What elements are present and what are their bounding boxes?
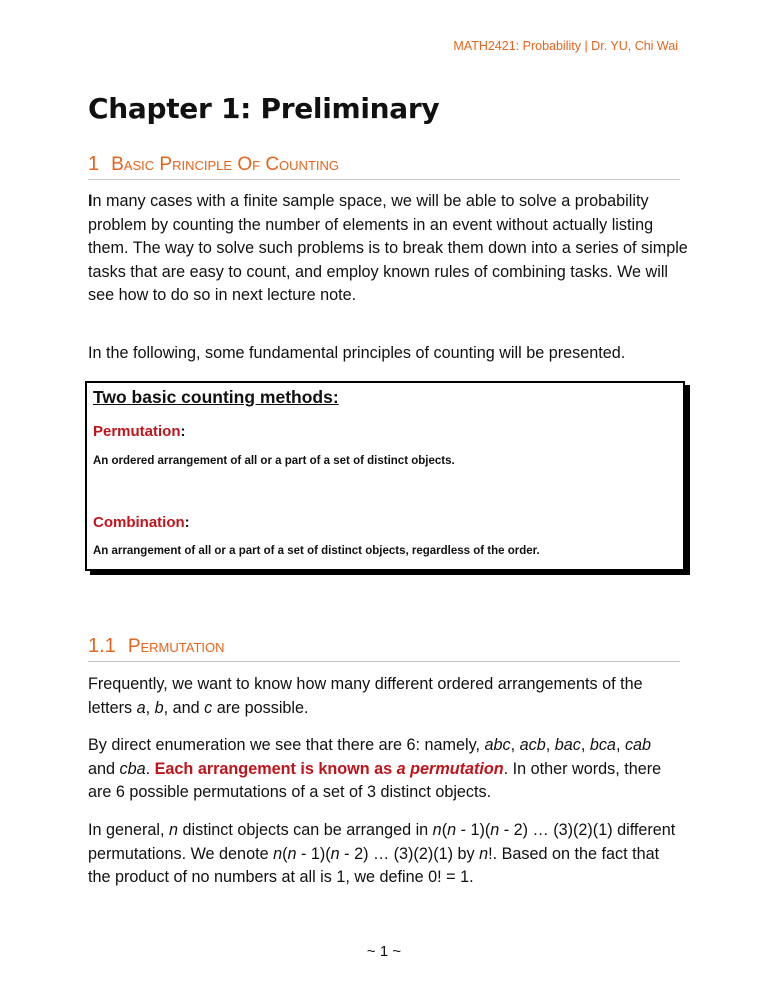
factorial-paragraph: In general, n distinct objects can be arranged in n(n - 1)(n - 2) … (3)(2)(1) different permutations. We denote n(n - 1)(n - 2) … (3)(2)(1) by n!. Based on the fact that the product of no numbers at all is 1, we define 0! = 1. bbox=[88, 821, 676, 886]
enumeration-paragraph: By direct enumeration we see that there are 6: namely, abc, acb, bac, bca, cab and cba. Each arrangement is known as a permutation. In other words, there are 6 possible permutations of a set of 3 distinct objects. bbox=[88, 736, 662, 801]
section-number: 1 bbox=[88, 153, 100, 175]
box-title: Two basic counting methods: bbox=[93, 387, 339, 407]
chapter-title: Chapter 1: Preliminary bbox=[88, 92, 440, 125]
section-title: Permutation bbox=[127, 636, 225, 657]
intro-text: n many cases with a finite sample space, we will be able to solve a probability problem by counting the number of elements in an event without actually listing them. The way to solve such problems is to break them down into a series of simple tasks that are easy to count, and employ known rules of combining tasks. We will see how to do so in next lecture note. bbox=[88, 192, 688, 304]
running-header: MATH2421: Probability | Dr. YU, Chi Wai bbox=[453, 39, 678, 53]
section-number: 1.1 bbox=[88, 635, 116, 657]
permutation-term: Permutation: bbox=[93, 423, 186, 440]
following-paragraph: In the following, some fundamental principles of counting will be presented. bbox=[88, 344, 626, 362]
combination-definition: An arrangement of all or a part of a set of distinct objects, regardless of the order. bbox=[93, 545, 540, 557]
combination-term: Combination: bbox=[93, 514, 190, 531]
permutation-emphasis: Each arrangement is known as a permutation bbox=[154, 759, 504, 778]
counting-methods-box bbox=[85, 381, 685, 571]
page-number: ~ 1 ~ bbox=[366, 943, 402, 960]
permutation-definition: An ordered arrangement of all or a part of a set of distinct objects. bbox=[93, 455, 455, 467]
section-heading-1 bbox=[88, 153, 680, 180]
intro-paragraph bbox=[88, 190, 688, 308]
drop-letter: I bbox=[88, 192, 93, 210]
section-title: Basic Principle Of Counting bbox=[111, 154, 339, 175]
letters-paragraph: Frequently, we want to know how many different ordered arrangements of the letters a, b, and c are possible. bbox=[88, 675, 643, 717]
section-heading-1-1 bbox=[88, 635, 680, 662]
